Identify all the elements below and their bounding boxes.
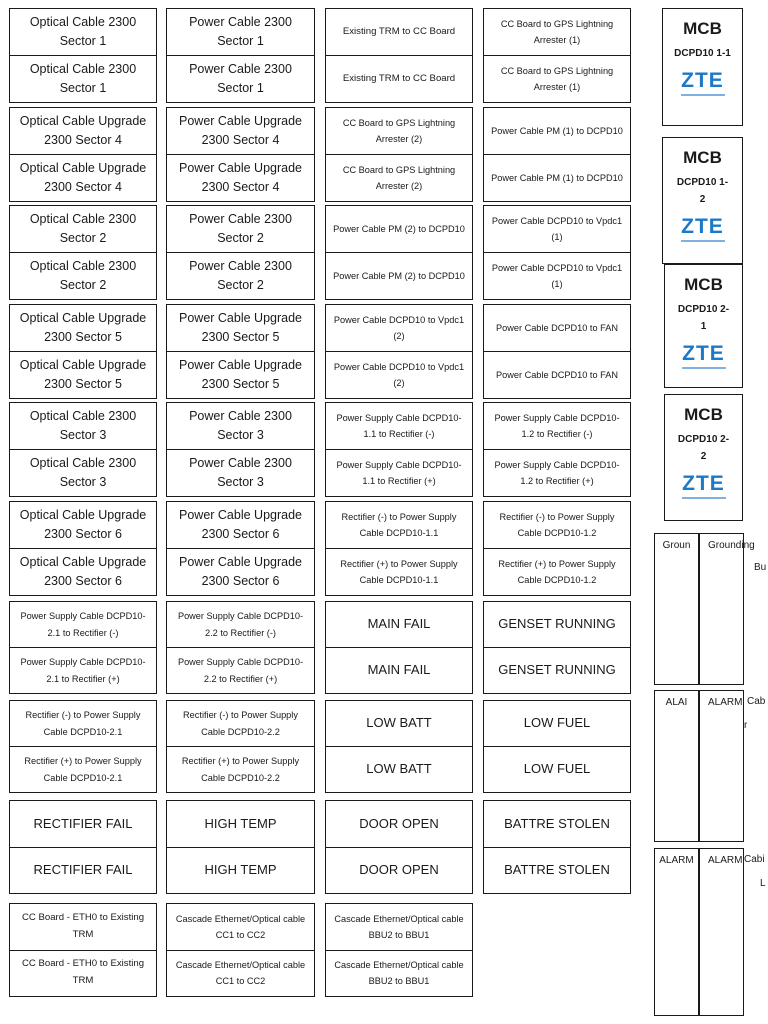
- alarm-box-a: [654, 690, 699, 842]
- mcb-title: MCB: [683, 19, 722, 38]
- label-cell: Power Cable 2300 Sector 1: [167, 55, 314, 102]
- label-cell: Power Supply Cable DCPD10-1.2 to Rectifier (-): [494, 412, 620, 439]
- label-cell: LOW BATT: [326, 746, 472, 792]
- label-cell: Power Cable Upgrade 2300 Sector 5: [179, 310, 302, 344]
- label-box: [166, 205, 315, 300]
- label-cell: Power Cable Upgrade 2300 Sector 6: [167, 548, 314, 595]
- grounding-label: Groun: [662, 540, 691, 551]
- label-cell: HIGH TEMP: [204, 815, 277, 831]
- label-cell: Power Cable PM (1) to DCPD10: [491, 125, 623, 136]
- label-box: [9, 903, 157, 997]
- label-box: [9, 800, 157, 894]
- label-cell: Power Supply Cable DCPD10-2.2 to Rectifier (+): [167, 647, 314, 693]
- label-box: [9, 700, 157, 793]
- alarm-box-b: [699, 690, 744, 842]
- label-cell: Power Cable Upgrade 2300 Sector 4: [167, 154, 314, 201]
- alarm-label: ALARM: [708, 697, 743, 708]
- label-cell: Power Cable DCPD10 to Vpdc1 (1): [491, 215, 623, 242]
- label-cell: Power Cable Upgrade 2300 Sector 4: [179, 113, 302, 147]
- label-cell: Power Cable DCPD10 to FAN: [484, 351, 630, 398]
- label-box: [166, 501, 315, 596]
- label-box: [483, 107, 631, 202]
- label-box: [325, 800, 473, 894]
- label-cell: GENSET RUNNING: [498, 616, 616, 632]
- mcb-title: MCB: [683, 148, 722, 167]
- label-box: [483, 205, 631, 300]
- label-cell: CC Board to GPS Lightning Arrester (1): [500, 18, 614, 45]
- label-box: [483, 601, 631, 694]
- label-cell: Optical Cable 2300 Sector 2: [29, 211, 137, 245]
- label-cell: Optical Cable 2300 Sector 1: [29, 14, 137, 48]
- label-cell: Rectifier (-) to Power Supply Cable DCPD10-1.2: [499, 511, 615, 538]
- label-box: [483, 700, 631, 793]
- label-box: [9, 8, 157, 103]
- label-box: [325, 700, 473, 793]
- label-cell: DOOR OPEN: [326, 847, 472, 894]
- label-cell: LOW BATT: [366, 715, 432, 731]
- mcb-title: MCB: [684, 275, 723, 294]
- label-cell: Power Cable Upgrade 2300 Sector 6: [179, 507, 302, 541]
- label-box: [325, 205, 473, 300]
- label-box: [166, 903, 315, 997]
- label-cell: Cascade Ethernet/Optical cable BBU2 to BBU1: [334, 913, 464, 940]
- alarm-overflow-text: Cab: [747, 696, 766, 707]
- label-cell: Rectifier (+) to Power Supply Cable DCPD10-1.2: [484, 548, 630, 595]
- label-cell: Power Cable DCPD10 to FAN: [495, 322, 619, 333]
- mcb-subtitle: DCPD10 1-2: [676, 177, 729, 205]
- label-box: [325, 304, 473, 399]
- label-box: [9, 402, 157, 497]
- mcb-card: [662, 137, 743, 264]
- label-cell: CC Board to GPS Lightning Arrester (2): [342, 117, 456, 144]
- label-box: [166, 601, 315, 694]
- label-cell: Power Cable DCPD10 to Vpdc1 (2): [326, 351, 472, 398]
- label-cell: RECTIFIER FAIL: [10, 847, 156, 894]
- label-cell: Power Supply Cable DCPD10-2.2 to Rectifier (-): [177, 611, 304, 638]
- label-cell: Power Supply Cable DCPD10-2.1 to Rectifier (+): [10, 647, 156, 693]
- label-cell: LOW FUEL: [523, 715, 591, 731]
- label-box: [325, 903, 473, 997]
- label-cell: CC Board to GPS Lightning Arrester (2): [326, 154, 472, 201]
- label-cell: CC Board - ETH0 to Existing TRM: [10, 950, 156, 997]
- label-cell: Power Supply Cable DCPD10-1.2 to Rectifier (+): [484, 449, 630, 496]
- label-cell: Rectifier (+) to Power Supply Cable DCPD10-2.2: [167, 746, 314, 792]
- label-cell: Cascade Ethernet/Optical cable CC1 to CC2: [175, 913, 306, 940]
- label-cell: Power Cable 2300 Sector 3: [189, 408, 292, 442]
- label-cell: GENSET RUNNING: [484, 647, 630, 693]
- label-box: [325, 107, 473, 202]
- alarm-label: ALARM: [708, 855, 743, 866]
- label-cell: Power Cable Upgrade 2300 Sector 5: [167, 351, 314, 398]
- label-cell: BATTRE STOLEN: [504, 815, 610, 831]
- label-box: [483, 501, 631, 596]
- label-box: [166, 304, 315, 399]
- label-cell: Power Cable PM (2) to DCPD10: [326, 252, 472, 299]
- label-cell: Power Supply Cable DCPD10-2.1 to Rectifier (-): [20, 611, 146, 638]
- label-cell: Optical Cable Upgrade 2300 Sector 4: [10, 154, 156, 201]
- label-box: [325, 601, 473, 694]
- alarm-box-c: [654, 848, 699, 1016]
- mcb-card: [664, 264, 743, 388]
- label-cell: Optical Cable Upgrade 2300 Sector 5: [10, 351, 156, 398]
- label-cell: Optical Cable 2300 Sector 1: [10, 55, 156, 102]
- label-cell: Cascade Ethernet/Optical cable BBU2 to BBU1: [326, 950, 472, 997]
- alarm-overflow-text: L: [760, 878, 766, 889]
- label-box: [9, 304, 157, 399]
- label-box: [483, 8, 631, 103]
- label-cell: Power Cable DCPD10 to Vpdc1 (1): [484, 252, 630, 299]
- label-cell: Optical Cable Upgrade 2300 Sector 5: [19, 310, 147, 344]
- label-cell: Power Cable 2300 Sector 1: [189, 14, 292, 48]
- label-cell: Optical Cable 2300 Sector 3: [29, 408, 137, 442]
- label-cell: Optical Cable 2300 Sector 2: [10, 252, 156, 299]
- label-cell: CC Board to GPS Lightning Arrester (1): [484, 55, 630, 102]
- label-cell: CC Board - ETH0 to Existing TRM: [21, 911, 145, 940]
- label-cell: MAIN FAIL: [367, 616, 431, 632]
- label-box: [483, 304, 631, 399]
- label-cell: Power Cable 2300 Sector 2: [189, 211, 292, 245]
- label-cell: LOW FUEL: [484, 746, 630, 792]
- mcb-subtitle: DCPD10 1-1: [674, 48, 731, 59]
- label-cell: Power Cable 2300 Sector 2: [167, 252, 314, 299]
- zte-logo-icon: ZTE: [663, 70, 742, 96]
- label-cell: Rectifier (-) to Power Supply Cable DCPD10-2.2: [183, 710, 298, 737]
- label-box: [483, 800, 631, 894]
- grounding-label: Grounding: [708, 540, 755, 551]
- label-cell: Optical Cable Upgrade 2300 Sector 4: [19, 113, 147, 147]
- zte-logo-icon: ZTE: [665, 473, 742, 499]
- label-cell: Power Cable DCPD10 to Vpdc1 (2): [333, 314, 465, 341]
- label-cell: Power Supply Cable DCPD10-1.1 to Rectifier (-): [336, 412, 462, 439]
- label-box: [325, 402, 473, 497]
- label-cell: Power Cable 2300 Sector 3: [167, 449, 314, 496]
- label-cell: Rectifier (+) to Power Supply Cable DCPD10-1.1: [326, 548, 472, 595]
- label-cell: Rectifier (+) to Power Supply Cable DCPD10-2.1: [10, 746, 156, 792]
- label-cell: HIGH TEMP: [167, 847, 314, 894]
- label-box: [325, 8, 473, 103]
- grounding-box-a: [654, 533, 699, 685]
- zte-logo-icon: ZTE: [663, 216, 742, 242]
- label-box: [166, 8, 315, 103]
- label-box: [166, 402, 315, 497]
- label-box: [166, 700, 315, 793]
- label-box: [9, 501, 157, 596]
- label-cell: Power Cable PM (2) to DCPD10: [333, 223, 465, 234]
- grounding-overflow-text: Bu: [754, 562, 767, 573]
- label-box: [166, 800, 315, 894]
- label-box: [9, 205, 157, 300]
- alarm-overflow-text: Cabi: [744, 854, 765, 865]
- label-box: [9, 601, 157, 694]
- label-cell: DOOR OPEN: [359, 815, 439, 831]
- mcb-card: [664, 394, 743, 521]
- label-cell: Optical Cable 2300 Sector 3: [10, 449, 156, 496]
- mcb-title: MCB: [684, 405, 723, 424]
- label-cell: Cascade Ethernet/Optical cable CC1 to CC2: [167, 950, 314, 997]
- label-box: [325, 501, 473, 596]
- label-cell: Optical Cable Upgrade 2300 Sector 6: [19, 507, 147, 541]
- label-cell: Power Cable PM (1) to DCPD10: [484, 154, 630, 201]
- label-cell: Rectifier (-) to Power Supply Cable DCPD10-1.1: [341, 511, 457, 538]
- mcb-subtitle: DCPD10 2-1: [677, 304, 730, 332]
- label-cell: Existing TRM to CC Board: [342, 25, 456, 37]
- label-cell: BATTRE STOLEN: [484, 847, 630, 894]
- alarm-label: ALARM: [659, 855, 694, 866]
- label-cell: RECTIFIER FAIL: [33, 815, 133, 831]
- alarm-label: ALAI: [665, 697, 688, 708]
- alarm-box-d: [699, 848, 744, 1016]
- grounding-box-b: [699, 533, 755, 685]
- label-cell: MAIN FAIL: [326, 647, 472, 693]
- zte-logo-icon: ZTE: [665, 343, 742, 369]
- label-cell: Rectifier (-) to Power Supply Cable DCPD10-2.1: [25, 710, 141, 737]
- alarm-overflow-text: r: [744, 720, 748, 731]
- label-box: [9, 107, 157, 202]
- label-box: [483, 402, 631, 497]
- mcb-subtitle: DCPD10 2-2: [677, 434, 730, 462]
- label-box: [166, 107, 315, 202]
- label-cell: Optical Cable Upgrade 2300 Sector 6: [10, 548, 156, 595]
- label-cell: Power Supply Cable DCPD10-1.1 to Rectifier (+): [326, 449, 472, 496]
- label-cell: Existing TRM to CC Board: [326, 55, 472, 102]
- mcb-card: [662, 8, 743, 126]
